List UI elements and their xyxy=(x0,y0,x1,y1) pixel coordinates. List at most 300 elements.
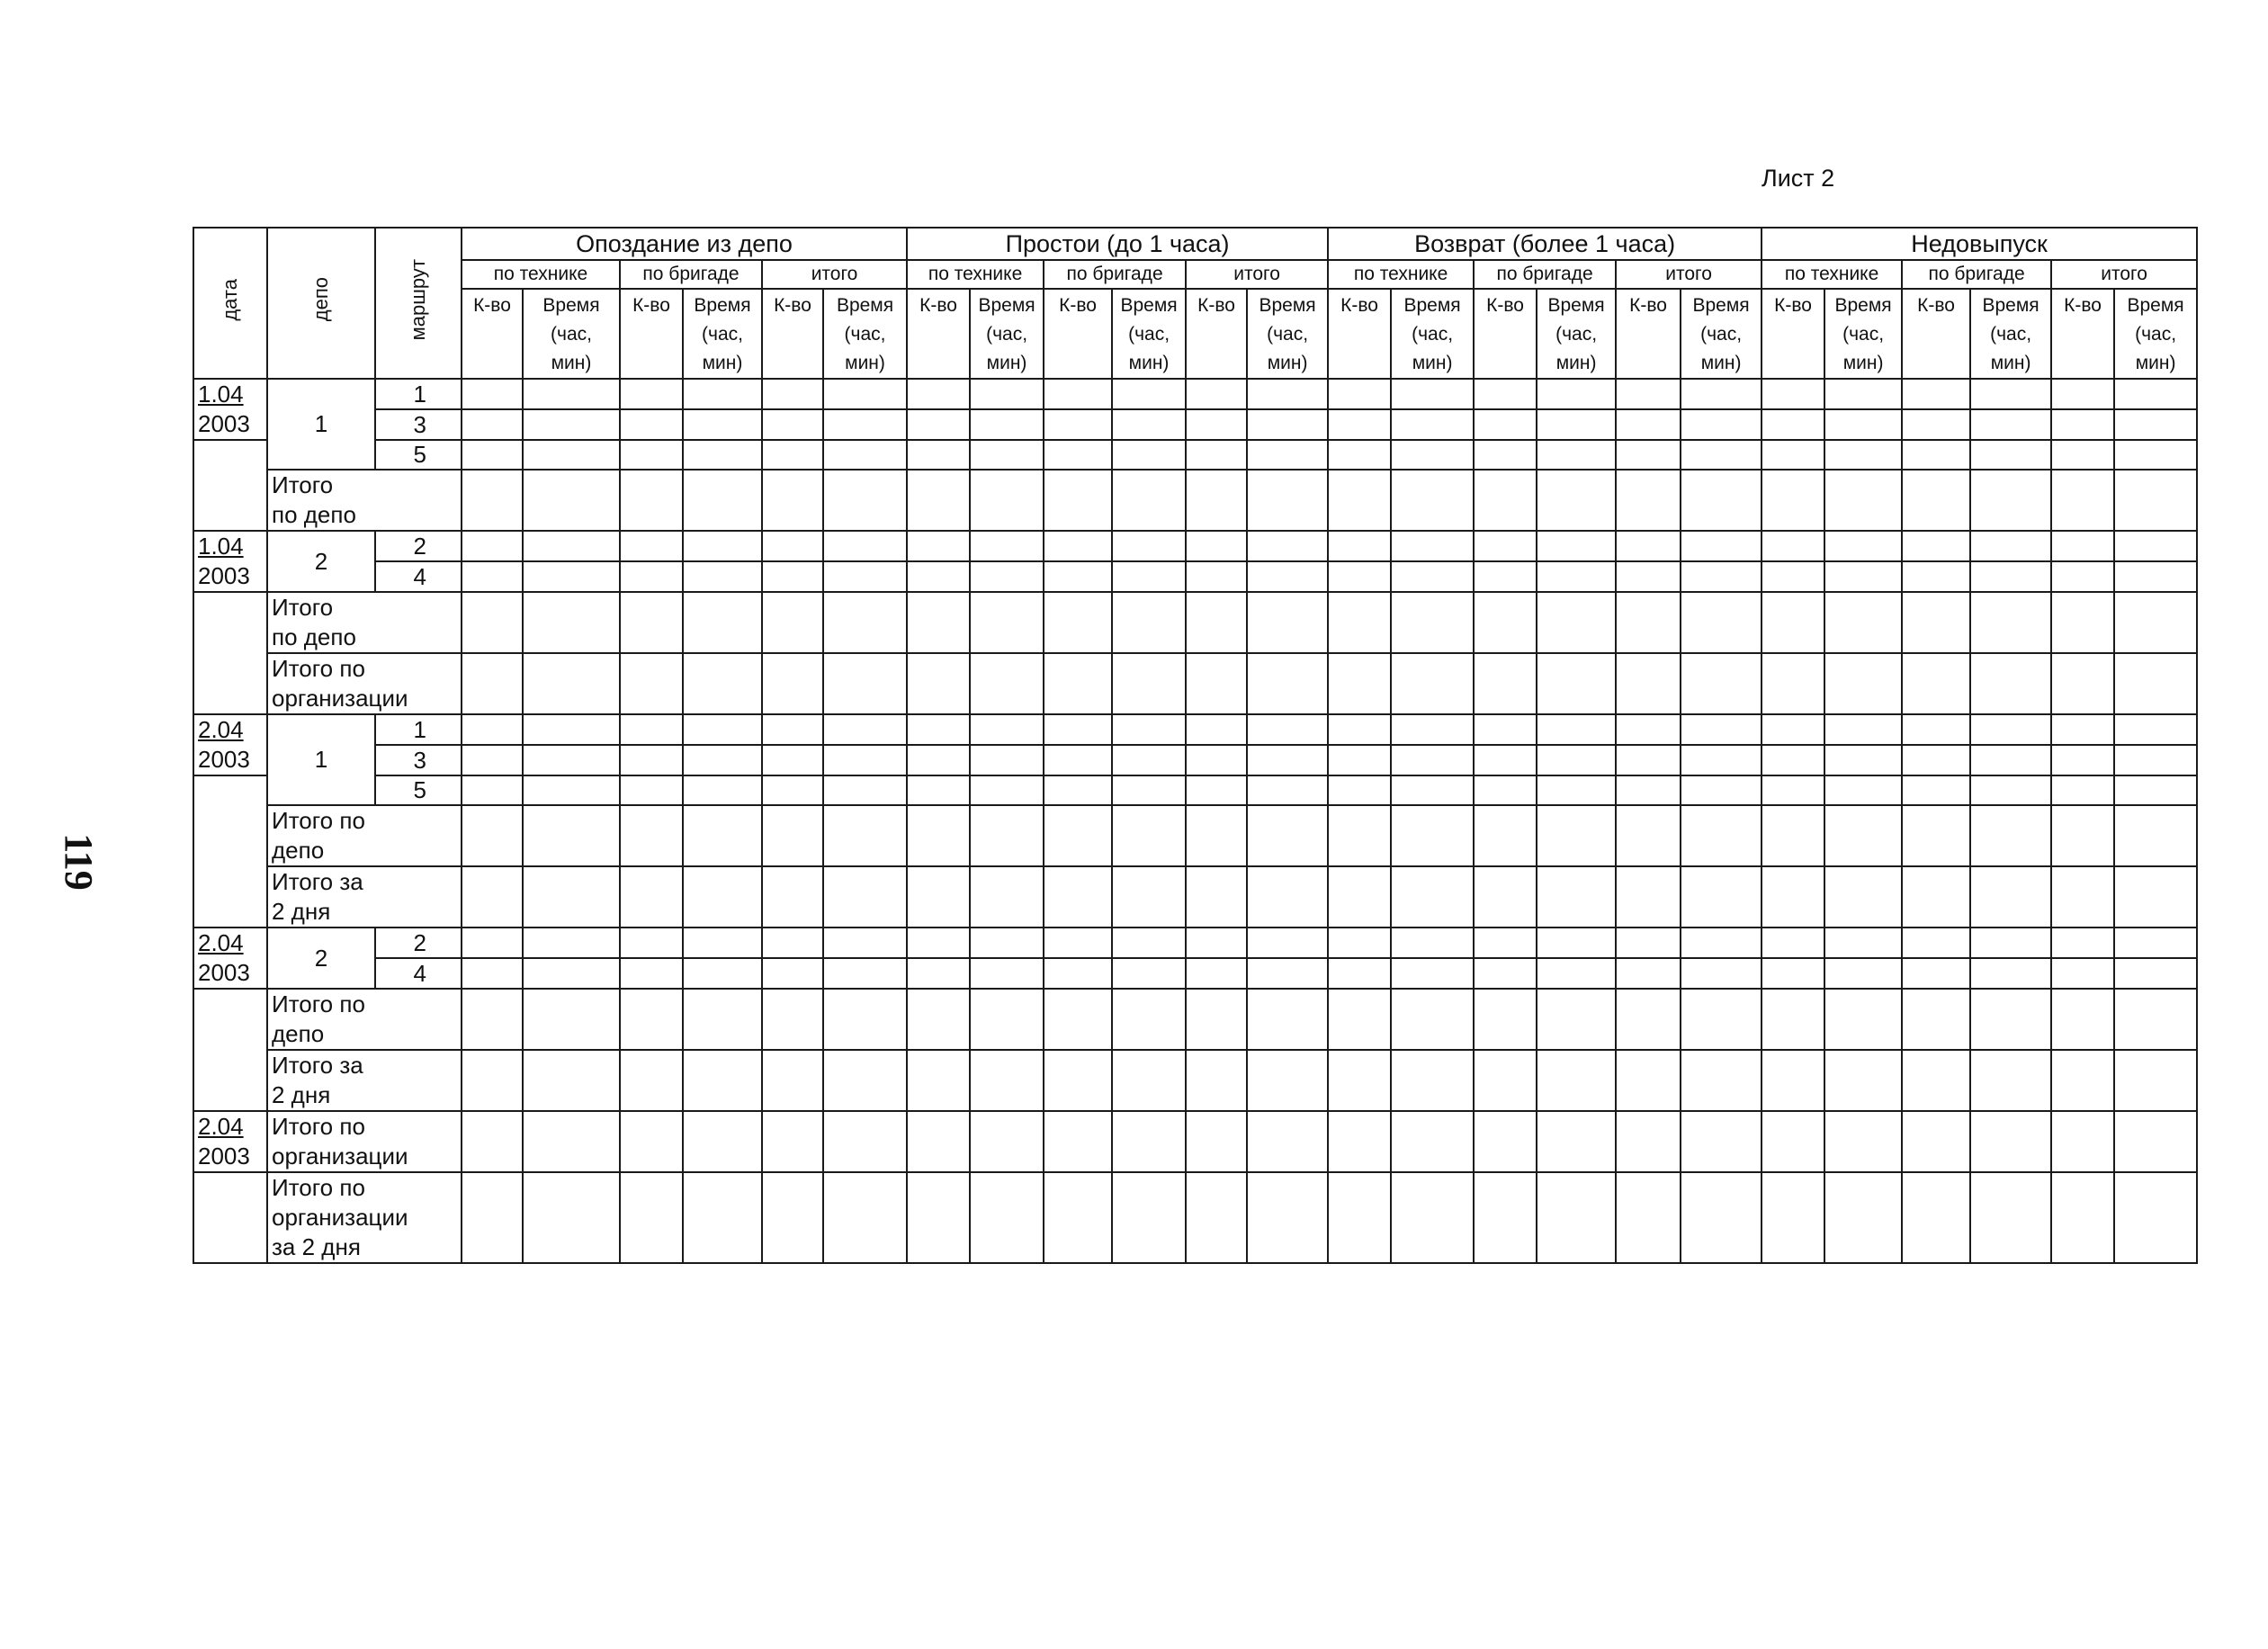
data-cell xyxy=(907,379,970,409)
header-time-line: мин) xyxy=(986,353,1027,373)
data-cell xyxy=(1474,745,1537,775)
data-cell xyxy=(1616,1050,1681,1111)
data-cell xyxy=(762,1050,823,1111)
data-cell xyxy=(970,866,1044,928)
data-cell xyxy=(1537,928,1616,958)
data-cell xyxy=(523,1050,620,1111)
data-cell xyxy=(1902,440,1970,470)
data-cell xyxy=(1616,1111,1681,1172)
b2-date3 xyxy=(193,1111,267,1172)
data-cell xyxy=(1537,440,1616,470)
data-cell xyxy=(1902,592,1970,653)
data-cell xyxy=(1681,805,1762,866)
data-cell xyxy=(1902,531,1970,561)
data-cell xyxy=(1616,592,1681,653)
date-empty xyxy=(193,592,267,714)
data-cell xyxy=(1762,592,1824,653)
route-number: 4 xyxy=(375,958,462,989)
data-cell xyxy=(683,775,762,805)
data-cell xyxy=(683,409,762,440)
data-cell xyxy=(1616,958,1681,989)
header-subgroup: итого xyxy=(1616,260,1762,289)
data-cell xyxy=(1970,958,2051,989)
header-count: К-во xyxy=(1616,289,1681,379)
data-cell xyxy=(1247,531,1328,561)
date-day-text: 2.04 xyxy=(198,929,244,956)
header-time-line: мин) xyxy=(1842,353,1884,373)
data-cell xyxy=(762,866,823,928)
data-cell xyxy=(462,531,523,561)
data-cell xyxy=(1247,989,1328,1050)
date-day-text: 1.04 xyxy=(198,533,244,560)
data-cell xyxy=(1186,1050,1247,1111)
data-cell xyxy=(1186,592,1247,653)
header-time-line: мин) xyxy=(845,353,885,373)
data-cell xyxy=(1112,1172,1186,1263)
data-cell xyxy=(823,1172,907,1263)
header-time-line: Время xyxy=(694,295,751,316)
header-time-line: (час, xyxy=(702,324,743,345)
data-cell xyxy=(1044,866,1112,928)
data-cell xyxy=(1824,714,1902,745)
data-cell xyxy=(1902,379,1970,409)
data-cell xyxy=(1328,653,1391,714)
data-cell xyxy=(620,1050,683,1111)
cell-line: Итого за xyxy=(272,868,363,895)
data-cell xyxy=(907,592,970,653)
header-subgroup: по технике xyxy=(1762,260,1902,289)
data-cell xyxy=(683,561,762,592)
route-row xyxy=(193,440,2197,470)
route-number: 3 xyxy=(375,409,462,440)
header-count: К-во xyxy=(1186,289,1247,379)
data-cell xyxy=(1474,531,1537,561)
header-time-line: (час, xyxy=(1267,324,1309,345)
route-number: 1 xyxy=(375,379,462,409)
data-cell xyxy=(1044,592,1112,653)
data-cell xyxy=(2051,1111,2114,1172)
data-cell xyxy=(523,561,620,592)
data-cell xyxy=(823,928,907,958)
data-cell xyxy=(2051,531,2114,561)
route-row xyxy=(193,958,2197,989)
data-cell xyxy=(1537,714,1616,745)
data-cell xyxy=(2114,1111,2197,1172)
header-time-line: мин) xyxy=(551,353,592,373)
data-cell xyxy=(1112,409,1186,440)
route-row xyxy=(193,531,2197,561)
route-number: 1 xyxy=(375,714,462,745)
data-cell xyxy=(1186,1172,1247,1263)
data-cell xyxy=(1824,653,1902,714)
header-route xyxy=(375,228,462,379)
data-cell xyxy=(970,928,1044,958)
header-subgroup: итого xyxy=(762,260,907,289)
date-year: 2003 xyxy=(198,959,250,986)
data-cell xyxy=(1681,989,1762,1050)
data-cell xyxy=(462,989,523,1050)
data-cell xyxy=(1616,745,1681,775)
data-cell xyxy=(907,1111,970,1172)
data-cell xyxy=(1044,805,1112,866)
data-cell xyxy=(762,714,823,745)
data-cell xyxy=(1537,866,1616,928)
cell-line: депо xyxy=(272,1020,325,1047)
data-cell xyxy=(1391,1172,1474,1263)
header-subgroup: итого xyxy=(1186,260,1328,289)
data-cell xyxy=(1328,1111,1391,1172)
total-depot-row-label xyxy=(267,805,462,866)
header-time-line: мин) xyxy=(1555,353,1597,373)
cell-line: организации xyxy=(272,685,408,712)
data-cell xyxy=(1391,379,1474,409)
data-cell xyxy=(2114,866,2197,928)
data-cell xyxy=(907,714,970,745)
data-cell xyxy=(2051,1050,2114,1111)
data-cell xyxy=(2114,989,2197,1050)
data-cell xyxy=(620,714,683,745)
header-group: Возврат (более 1 часа) xyxy=(1328,228,1762,260)
total-depot2-label xyxy=(267,592,462,653)
data-cell xyxy=(823,805,907,866)
header-count: К-во xyxy=(620,289,683,379)
sheet-label: Лист 2 xyxy=(1762,165,1835,192)
data-cell xyxy=(970,989,1044,1050)
data-cell xyxy=(1044,714,1112,745)
data-cell xyxy=(970,440,1044,470)
data-cell xyxy=(1186,409,1247,440)
data-cell xyxy=(1391,561,1474,592)
data-cell xyxy=(2051,409,2114,440)
data-cell xyxy=(523,989,620,1050)
data-cell xyxy=(620,775,683,805)
data-cell xyxy=(1247,409,1328,440)
data-cell xyxy=(1824,1111,1902,1172)
data-cell xyxy=(462,958,523,989)
data-cell xyxy=(1616,989,1681,1050)
data-cell xyxy=(620,531,683,561)
data-cell xyxy=(1474,561,1537,592)
header-date xyxy=(193,228,267,379)
data-cell xyxy=(462,866,523,928)
data-cell xyxy=(620,409,683,440)
data-cell xyxy=(1762,561,1824,592)
data-cell xyxy=(823,775,907,805)
cell-line: депо xyxy=(272,837,325,864)
data-cell xyxy=(1824,531,1902,561)
data-cell xyxy=(462,805,523,866)
cell-line: по депо xyxy=(272,501,356,528)
data-cell xyxy=(683,958,762,989)
data-cell xyxy=(1616,714,1681,745)
date-year: 2003 xyxy=(198,1143,250,1170)
data-cell xyxy=(1112,1111,1186,1172)
header-time xyxy=(1247,289,1328,379)
data-cell xyxy=(1112,440,1186,470)
route-row xyxy=(193,561,2197,592)
header-time-line: (час, xyxy=(1128,324,1170,345)
data-cell xyxy=(823,409,907,440)
date-empty xyxy=(193,440,267,531)
total-org-2days-row xyxy=(193,1172,2197,1263)
data-cell xyxy=(462,653,523,714)
data-cell xyxy=(2051,561,2114,592)
data-cell xyxy=(970,409,1044,440)
data-cell xyxy=(762,805,823,866)
data-cell xyxy=(1616,805,1681,866)
data-cell xyxy=(523,440,620,470)
data-cell xyxy=(523,379,620,409)
route-number: 3 xyxy=(375,745,462,775)
data-cell xyxy=(1328,561,1391,592)
data-cell xyxy=(907,1050,970,1111)
header-row-measures xyxy=(193,289,2197,379)
data-cell xyxy=(1537,745,1616,775)
header-depot-label: депо xyxy=(309,277,332,322)
data-cell xyxy=(907,866,970,928)
route-number: 5 xyxy=(375,775,462,805)
data-cell xyxy=(1474,1172,1537,1263)
header-group: Простои (до 1 часа) xyxy=(907,228,1328,260)
header-time-line: мин) xyxy=(1267,353,1308,373)
header-subgroup: по бригаде xyxy=(620,260,762,289)
data-cell xyxy=(762,592,823,653)
data-cell xyxy=(823,1050,907,1111)
data-cell xyxy=(970,379,1044,409)
header-count: К-во xyxy=(1328,289,1391,379)
data-cell xyxy=(1681,653,1762,714)
data-cell xyxy=(1044,1050,1112,1111)
data-cell xyxy=(1112,1050,1186,1111)
report-table xyxy=(193,227,2198,1264)
header-date-label: дата xyxy=(219,278,241,321)
data-cell xyxy=(823,745,907,775)
data-cell xyxy=(620,561,683,592)
data-cell xyxy=(1044,745,1112,775)
data-cell xyxy=(1044,958,1112,989)
data-cell xyxy=(1328,989,1391,1050)
data-cell xyxy=(683,531,762,561)
data-cell xyxy=(823,592,907,653)
data-cell xyxy=(1616,409,1681,440)
b2-d1-depot: 1 xyxy=(267,714,375,805)
data-cell xyxy=(1112,714,1186,745)
data-cell xyxy=(2114,928,2197,958)
header-time-line: Время xyxy=(2127,295,2184,316)
data-cell xyxy=(1112,561,1186,592)
data-cell xyxy=(1616,866,1681,928)
data-cell xyxy=(1970,928,2051,958)
b2-d2-depot: 2 xyxy=(267,928,375,989)
data-cell xyxy=(1824,958,1902,989)
data-cell xyxy=(1391,653,1474,714)
data-cell xyxy=(1762,531,1824,561)
b1-d2-date xyxy=(193,531,267,592)
data-cell xyxy=(823,440,907,470)
data-cell xyxy=(1762,958,1824,989)
data-cell xyxy=(1616,653,1681,714)
data-cell xyxy=(620,805,683,866)
data-cell xyxy=(1186,958,1247,989)
header-time-line: Время xyxy=(836,295,894,316)
total-depot2-row xyxy=(193,592,2197,653)
data-cell xyxy=(1902,989,1970,1050)
data-cell xyxy=(683,714,762,745)
data-cell xyxy=(462,1172,523,1263)
data-cell xyxy=(1247,775,1328,805)
header-time-line: Время xyxy=(1403,295,1461,316)
data-cell xyxy=(1391,409,1474,440)
data-cell xyxy=(1681,409,1762,440)
cell-line: Итого по xyxy=(272,655,365,682)
data-cell xyxy=(1391,1050,1474,1111)
header-count: К-во xyxy=(1474,289,1537,379)
total-depot-row xyxy=(193,805,2197,866)
data-cell xyxy=(523,805,620,866)
data-cell xyxy=(2114,1050,2197,1111)
route-number: 4 xyxy=(375,561,462,592)
data-cell xyxy=(1044,409,1112,440)
data-cell xyxy=(1681,592,1762,653)
data-cell xyxy=(1970,409,2051,440)
cell-line: 2 дня xyxy=(272,1081,331,1108)
date-day-text: 2.04 xyxy=(198,1113,244,1140)
data-cell xyxy=(762,958,823,989)
header-time xyxy=(823,289,907,379)
header-time xyxy=(1681,289,1762,379)
data-cell xyxy=(1474,653,1537,714)
data-cell xyxy=(1112,928,1186,958)
data-cell xyxy=(523,928,620,958)
data-cell xyxy=(1824,928,1902,958)
data-cell xyxy=(1328,805,1391,866)
data-cell xyxy=(1247,1172,1328,1263)
data-cell xyxy=(1328,958,1391,989)
data-cell xyxy=(1044,379,1112,409)
data-cell xyxy=(1762,775,1824,805)
cell-line: организации xyxy=(272,1143,408,1170)
header-time-line: мин) xyxy=(1412,353,1453,373)
data-cell xyxy=(1186,379,1247,409)
data-cell xyxy=(1112,866,1186,928)
total-org-row xyxy=(193,1111,2197,1172)
data-cell xyxy=(462,561,523,592)
data-cell xyxy=(1247,1111,1328,1172)
data-cell xyxy=(2051,470,2114,531)
header-time-line: Время xyxy=(1692,295,1750,316)
data-cell xyxy=(620,592,683,653)
cell-line: 2 дня xyxy=(272,898,331,925)
cell-line: по депо xyxy=(272,623,356,650)
data-cell xyxy=(1044,1172,1112,1263)
data-cell xyxy=(462,928,523,958)
data-cell xyxy=(823,866,907,928)
data-cell xyxy=(2114,561,2197,592)
header-time-line: (час, xyxy=(844,324,886,345)
data-cell xyxy=(1681,714,1762,745)
data-cell xyxy=(523,866,620,928)
data-cell xyxy=(1824,470,1902,531)
data-cell xyxy=(1537,409,1616,440)
data-cell xyxy=(1247,379,1328,409)
data-cell xyxy=(620,379,683,409)
data-cell xyxy=(1247,561,1328,592)
data-cell xyxy=(1902,805,1970,866)
data-cell xyxy=(823,653,907,714)
total-depot-row xyxy=(193,470,2197,531)
date-year: 2003 xyxy=(198,746,250,773)
total-2days-row xyxy=(193,1050,2197,1111)
header-group: Недовыпуск xyxy=(1762,228,2197,260)
data-cell xyxy=(1902,1172,1970,1263)
data-cell xyxy=(1474,714,1537,745)
cell-line: Итого по xyxy=(272,1113,365,1140)
data-cell xyxy=(1112,745,1186,775)
header-time xyxy=(523,289,620,379)
data-cell xyxy=(1762,805,1824,866)
header-time-line: (час, xyxy=(1555,324,1598,345)
data-cell xyxy=(1537,1111,1616,1172)
data-cell xyxy=(907,745,970,775)
data-cell xyxy=(1391,714,1474,745)
data-cell xyxy=(620,1172,683,1263)
data-cell xyxy=(1186,561,1247,592)
data-cell xyxy=(1537,1172,1616,1263)
header-subgroup: по бригаде xyxy=(1044,260,1186,289)
header-subgroup: по бригаде xyxy=(1474,260,1616,289)
data-cell xyxy=(970,470,1044,531)
data-cell xyxy=(2114,592,2197,653)
header-time-line: мин) xyxy=(1990,353,2031,373)
data-cell xyxy=(1112,531,1186,561)
data-cell xyxy=(683,653,762,714)
header-time-line: (час, xyxy=(1990,324,2032,345)
data-cell xyxy=(907,653,970,714)
header-count: К-во xyxy=(1044,289,1112,379)
data-cell xyxy=(1186,805,1247,866)
data-cell xyxy=(823,1111,907,1172)
data-cell xyxy=(1902,470,1970,531)
data-cell xyxy=(1186,714,1247,745)
date-day xyxy=(198,532,266,561)
route-row xyxy=(193,928,2197,958)
data-cell xyxy=(1186,928,1247,958)
header-subgroup: по технике xyxy=(1328,260,1474,289)
data-cell xyxy=(907,531,970,561)
data-cell xyxy=(2114,958,2197,989)
data-cell xyxy=(1616,928,1681,958)
data-cell xyxy=(683,745,762,775)
header-time-line: мин) xyxy=(1128,353,1170,373)
data-cell xyxy=(1681,745,1762,775)
header-time-line: мин) xyxy=(1700,353,1742,373)
data-cell xyxy=(1186,866,1247,928)
date-empty xyxy=(193,775,267,928)
total-org-row-label xyxy=(267,1111,462,1172)
data-cell xyxy=(1681,928,1762,958)
data-cell xyxy=(1616,531,1681,561)
data-cell xyxy=(1474,928,1537,958)
header-time-line: (час, xyxy=(1700,324,1743,345)
data-cell xyxy=(462,745,523,775)
data-cell xyxy=(2114,745,2197,775)
data-cell xyxy=(1537,379,1616,409)
data-cell xyxy=(1824,409,1902,440)
data-cell xyxy=(907,775,970,805)
data-cell xyxy=(1186,745,1247,775)
data-cell xyxy=(970,653,1044,714)
data-cell xyxy=(1328,745,1391,775)
